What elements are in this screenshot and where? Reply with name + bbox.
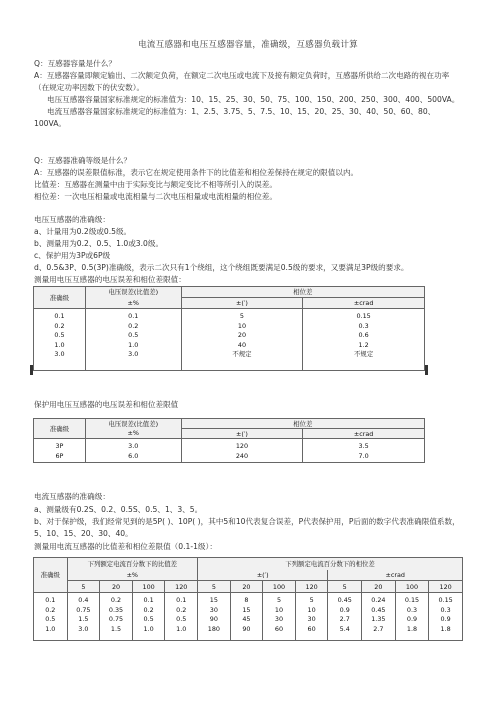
table-cell: 0.3	[440, 605, 451, 614]
header-pct: 20	[362, 581, 396, 593]
table-cell: 0.2	[54, 321, 65, 330]
scan-edge-mark	[425, 365, 428, 375]
header-phase-error: 下列额定电流百分数下的相位差	[198, 558, 463, 570]
minutes-column	[181, 439, 303, 463]
minutes-120-column	[295, 593, 328, 641]
error-column	[85, 309, 181, 371]
pt-item-b: b、测量用为0.2、0.5、1.0或3.0级。	[34, 239, 164, 248]
table-cell: 0.2	[143, 605, 154, 614]
table-cell: 3.5	[358, 442, 369, 450]
table-cell: 0.1	[128, 312, 139, 320]
pt-item-c: c、保护用为3P或6P级	[34, 251, 111, 260]
crad-120-column	[429, 593, 463, 641]
header-phase: 相位差	[181, 419, 424, 429]
table-cell: 0.9	[440, 615, 451, 624]
table-cell: 0.5	[45, 615, 56, 624]
pt-item-d: d、0.5&3P、0.5(3P)准确级，表示二次只有1个绕组，这个绕组既要满足0.5级的要求，又要满足3P级的要求。	[34, 263, 409, 272]
table-cell: 90	[209, 615, 218, 624]
table-cell: 0.2	[176, 605, 187, 614]
header-pct: 120	[429, 581, 463, 593]
table-cell: 3P	[55, 442, 64, 450]
header-pct: 100	[395, 581, 429, 593]
table-cell: 30	[209, 605, 218, 614]
table-cell: 0.1	[54, 312, 65, 320]
crad-100-column	[395, 593, 429, 641]
table-cell: 45	[242, 615, 251, 624]
header-pct: 20	[230, 581, 263, 593]
table-cell: 0.2	[110, 596, 122, 604]
q2-answer: A：互感器的误差限值标准，表示它在规定使用条件下的比值差和相位差保持在规定的限值以内。	[34, 168, 359, 177]
header-pct: 100	[263, 581, 296, 593]
table-cell: 0.15	[404, 596, 420, 604]
error-column	[85, 439, 181, 463]
pt-measure-table	[33, 286, 425, 371]
q1-answer: A：互感器容量即额定输出、二次额定负荷，在额定二次电压或电流下及接有额定负荷时，互感器所供给二次电路的视在功率（在规定功率因数下的伏安数）。	[34, 71, 450, 92]
header-pct: 120	[295, 581, 328, 593]
table-cell: 3.0	[78, 624, 89, 633]
table-cell: 0.5	[128, 331, 139, 340]
header-crad: ±crad	[328, 570, 463, 581]
header-class: 准确级	[34, 287, 86, 309]
header-percent: ±%	[85, 429, 181, 439]
minutes-100-column	[263, 593, 296, 641]
pt-measure-caption: 测量用电压互感器的电压误差和相位差限值：	[34, 275, 186, 284]
table-cell: 0.1	[176, 596, 187, 604]
table-cell: 0.1	[45, 596, 56, 604]
ct-accuracy-heading: 电流互感器的准确级：	[34, 492, 110, 501]
header-percent: ±%	[85, 298, 181, 309]
crad-20-column	[362, 593, 396, 641]
table-cell: 不规定	[232, 350, 252, 359]
table-cell: 0.45	[337, 596, 352, 604]
table-cell: 1.35	[371, 615, 386, 624]
table-cell: 6P	[55, 451, 64, 460]
table-cell: 0.75	[108, 615, 124, 624]
table-cell: 0.9	[406, 615, 418, 624]
table-cell: 0.5	[143, 615, 154, 624]
table-cell: 60	[307, 624, 316, 633]
table-cell: 180	[207, 624, 220, 633]
header-minutes: ±(′)	[181, 298, 303, 309]
table-cell: 1.0	[54, 340, 65, 349]
header-pct: 5	[328, 581, 362, 593]
table-cell: 60	[274, 624, 284, 633]
table-cell: 30	[274, 615, 284, 624]
table-cell: 0.9	[339, 605, 350, 614]
header-minutes: ±(′)	[198, 570, 328, 581]
ct-measure-table	[33, 557, 463, 641]
table-cell: 5	[276, 596, 282, 604]
table-cell: 0.4	[78, 596, 89, 604]
pt-protect-table	[33, 418, 425, 463]
header-pct: 20	[100, 581, 133, 593]
class-column	[34, 593, 68, 641]
ratio-120-column	[165, 593, 198, 641]
pt-capacity-standard: 电压互感器容量国家标准规定的标准值为：10、15、25、30、50、75、100、150、200、250、300、400、500VA。	[47, 95, 460, 104]
table-cell: 1.2	[358, 340, 369, 349]
header-pct: 100	[132, 581, 165, 593]
header-pct: 5	[67, 581, 100, 593]
table-cell: 1.0	[45, 624, 56, 633]
ratio-20-column	[100, 593, 133, 641]
table-cell: 1.5	[110, 624, 122, 633]
header-percent: ±%	[67, 570, 198, 581]
table-cell: 10	[307, 605, 316, 614]
table-cell: 0.1	[143, 596, 154, 604]
table-cell: 3.0	[128, 350, 139, 359]
header-crad: ±crad	[303, 298, 425, 309]
table-cell: 0.2	[45, 605, 56, 614]
phase-error-definition: 相位差：一次电压相量或电流相量与二次电压相量或电流相量的相位差。	[34, 192, 277, 201]
table-cell: 5	[239, 312, 244, 320]
table-cell: 5.4	[339, 624, 350, 633]
table-cell: 30	[307, 615, 316, 624]
table-cell: 1.5	[78, 615, 89, 624]
table-cell: 1.8	[406, 624, 418, 633]
table-cell: 5	[309, 596, 314, 604]
table-cell: 40	[237, 340, 247, 349]
ratio-5-column	[67, 593, 100, 641]
ct-capacity-standard: 电流互感器容量国家标准规定的标准值为：1、2.5、3.75、5、7.5、10、15、20、25、30、40、50、60、80、100VA。	[34, 107, 436, 128]
minutes-column	[181, 309, 303, 371]
table-cell: 0.15	[356, 312, 371, 320]
header-class: 准确级	[34, 419, 86, 439]
ct-item-a: a、测量级有0.2S、0.2、0.5S、0.5、1、3、5。	[34, 505, 203, 514]
table-cell: 90	[242, 624, 251, 633]
table-cell: 1.8	[440, 624, 451, 633]
crad-5-column	[328, 593, 362, 641]
table-cell: 7.0	[358, 451, 369, 460]
header-voltage-error: 电压误差(比值差)	[85, 419, 181, 429]
document-title: 电流互感器和电压互感器容量，准确级，互感器负载计算	[138, 40, 358, 50]
crad-column	[303, 439, 425, 463]
table-cell: 0.75	[76, 605, 91, 614]
header-pct: 5	[198, 581, 231, 593]
table-cell: 0.45	[371, 605, 386, 614]
class-column	[34, 309, 86, 371]
minutes-5-column	[198, 593, 231, 641]
q2-question: Q：互感器准确等级是什么？	[34, 156, 132, 165]
table-cell: 3.0	[54, 350, 65, 359]
table-cell: 120	[235, 442, 249, 450]
table-cell: 0.2	[128, 321, 139, 330]
header-crad: ±crad	[303, 429, 425, 439]
table-cell: 1.0	[143, 624, 154, 633]
q1-question: Q：互感器容量是什么？	[34, 59, 116, 68]
crad-column	[303, 309, 425, 371]
ct-caption: 测量用电流互感器的比值差和相位差限值（0.1-1级）：	[34, 542, 217, 551]
table-cell: 8	[244, 596, 249, 604]
table-cell: 3.0	[128, 442, 139, 450]
table-cell: 6.0	[128, 451, 139, 460]
table-cell: 不规定	[354, 350, 374, 359]
header-voltage-error: 电压误差(比值差)	[85, 287, 181, 298]
header-class: 准确级	[34, 558, 68, 593]
header-pct: 120	[165, 581, 198, 593]
table-cell: 15	[209, 596, 218, 604]
table-cell: 0.15	[438, 596, 453, 604]
table-cell: 2.7	[339, 615, 350, 624]
table-cell: 10	[274, 605, 284, 614]
table-cell: 0.5	[176, 615, 187, 624]
header-minutes: ±(′)	[181, 429, 303, 439]
table-cell: 0.6	[358, 331, 369, 340]
table-cell: 240	[235, 451, 249, 460]
pt-protect-caption: 保护用电压互感器的电压误差和相位差限值	[34, 400, 179, 409]
table-cell: 0.24	[371, 596, 386, 604]
ratio-100-column	[132, 593, 165, 641]
table-cell: 0.5	[54, 331, 65, 340]
table-cell: 10	[237, 321, 247, 330]
pt-accuracy-heading: 电压互感器的准确级：	[34, 215, 110, 224]
table-cell: 2.7	[373, 624, 384, 633]
table-cell: 1.0	[176, 624, 187, 633]
header-phase: 相位差	[181, 287, 424, 298]
table-cell: 0.3	[406, 605, 418, 614]
table-cell: 15	[242, 605, 251, 614]
table-cell: 0.3	[358, 321, 369, 330]
table-cell: 1.0	[128, 340, 139, 349]
ratio-error-definition: 比值差：互感器在测量中由于实际变比与额定变比不相等所引入的误差。	[34, 180, 277, 189]
class-column	[34, 439, 86, 463]
pt-item-a: a、计量用为0.2级或0.5级。	[34, 227, 132, 236]
header-ratio-error: 下列额定电流百分数下的比值差	[67, 558, 198, 570]
minutes-20-column	[230, 593, 263, 641]
table-cell: 0.35	[108, 605, 124, 614]
table-cell: 20	[237, 331, 247, 340]
ct-item-b: b、对于保护级，我们经常见到的是5P( )、10P( )，其中5和10代表复合误差，P代表保护用，P后面的数字代表准确限值系数，5、10、15、20、30、40。	[34, 517, 460, 538]
